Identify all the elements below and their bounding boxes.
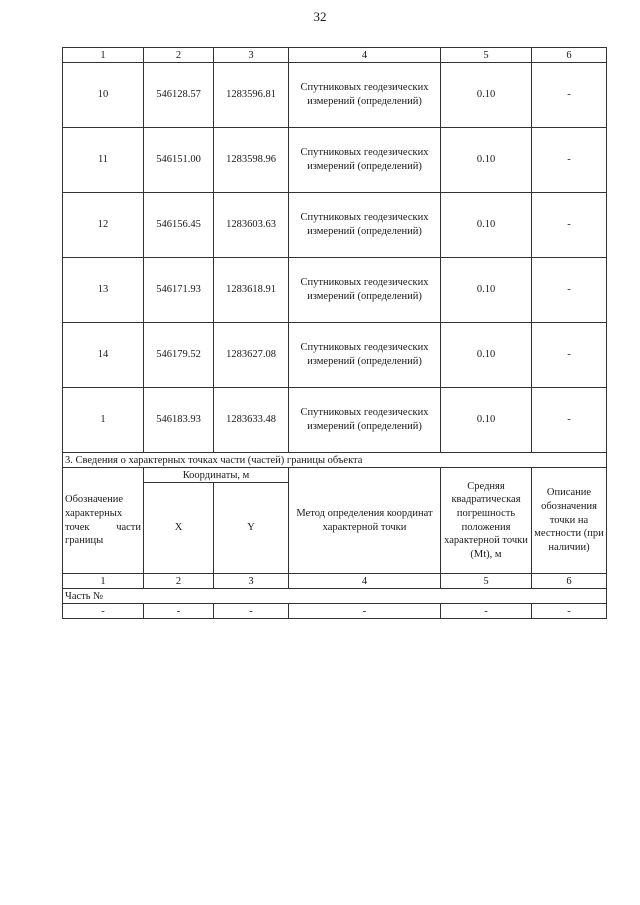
point-x: 546179.52 [144, 323, 214, 388]
column-number-row [63, 48, 607, 63]
point-error: 0.10 [441, 193, 532, 258]
point-x: 546156.45 [144, 193, 214, 258]
table-row [63, 604, 607, 619]
header-point-designation: Обозначение характерных точек части границы [63, 468, 144, 574]
point-y: 1283598.96 [214, 128, 289, 193]
point-x: 546128.57 [144, 63, 214, 128]
column-number: 3 [214, 574, 289, 589]
column-number-row [63, 574, 607, 589]
point-description: - [532, 63, 607, 128]
column-number: 5 [441, 574, 532, 589]
point-error: 0.10 [441, 323, 532, 388]
header-y: Y [214, 483, 289, 574]
section-header-row [63, 468, 607, 483]
part-row [63, 589, 607, 604]
point-y: 1283627.08 [214, 323, 289, 388]
point-method: Спутниковых геодезических измерений (определений) [289, 128, 441, 193]
point-description: - [532, 258, 607, 323]
header-x: X [144, 483, 214, 574]
empty-cell: - [289, 604, 441, 619]
point-x: 546151.00 [144, 128, 214, 193]
point-error: 0.10 [441, 388, 532, 453]
point-description: - [532, 323, 607, 388]
column-number: 6 [532, 574, 607, 589]
part-label: Часть № [63, 589, 607, 604]
header-description: Описание обозначения точки на местности (при наличии) [532, 468, 607, 574]
point-y: 1283596.81 [214, 63, 289, 128]
point-method: Спутниковых геодезических измерений (определений) [289, 258, 441, 323]
empty-cell: - [63, 604, 144, 619]
point-method: Спутниковых геодезических измерений (определений) [289, 193, 441, 258]
point-y: 1283633.48 [214, 388, 289, 453]
point-y: 1283618.91 [214, 258, 289, 323]
point-id: 12 [63, 193, 144, 258]
table-row [63, 323, 607, 388]
point-id: 1 [63, 388, 144, 453]
point-id: 11 [63, 128, 144, 193]
point-id: 13 [63, 258, 144, 323]
section-title: 3. Сведения о характерных точках части (частей) границы объекта [63, 453, 607, 468]
point-error: 0.10 [441, 63, 532, 128]
column-number: 4 [289, 48, 441, 63]
point-method: Спутниковых геодезических измерений (определений) [289, 388, 441, 453]
point-id: 14 [63, 323, 144, 388]
point-id: 10 [63, 63, 144, 128]
empty-cell: - [144, 604, 214, 619]
boundary-points-table [62, 47, 607, 619]
column-number: 1 [63, 574, 144, 589]
point-x: 546171.93 [144, 258, 214, 323]
header-coordinates: Координаты, м [144, 468, 289, 483]
column-number: 4 [289, 574, 441, 589]
empty-cell: - [214, 604, 289, 619]
point-method: Спутниковых геодезических измерений (определений) [289, 63, 441, 128]
header-error: Средняя квадратическая погрешность положения характерной точки (Mt), м [441, 468, 532, 574]
empty-cell: - [441, 604, 532, 619]
header-method: Метод определения координат характерной точки [289, 468, 441, 574]
point-method: Спутниковых геодезических измерений (определений) [289, 323, 441, 388]
table-row [63, 63, 607, 128]
empty-cell: - [532, 604, 607, 619]
section-heading-row [63, 453, 607, 468]
point-description: - [532, 128, 607, 193]
table-row [63, 388, 607, 453]
table-row [63, 193, 607, 258]
point-x: 546183.93 [144, 388, 214, 453]
column-number: 3 [214, 48, 289, 63]
table-row [63, 128, 607, 193]
point-description: - [532, 193, 607, 258]
column-number: 5 [441, 48, 532, 63]
column-number: 1 [63, 48, 144, 63]
column-number: 6 [532, 48, 607, 63]
point-error: 0.10 [441, 258, 532, 323]
point-description: - [532, 388, 607, 453]
column-number: 2 [144, 574, 214, 589]
point-y: 1283603.63 [214, 193, 289, 258]
column-number: 2 [144, 48, 214, 63]
point-error: 0.10 [441, 128, 532, 193]
page-number: 32 [313, 9, 327, 24]
table-row [63, 258, 607, 323]
